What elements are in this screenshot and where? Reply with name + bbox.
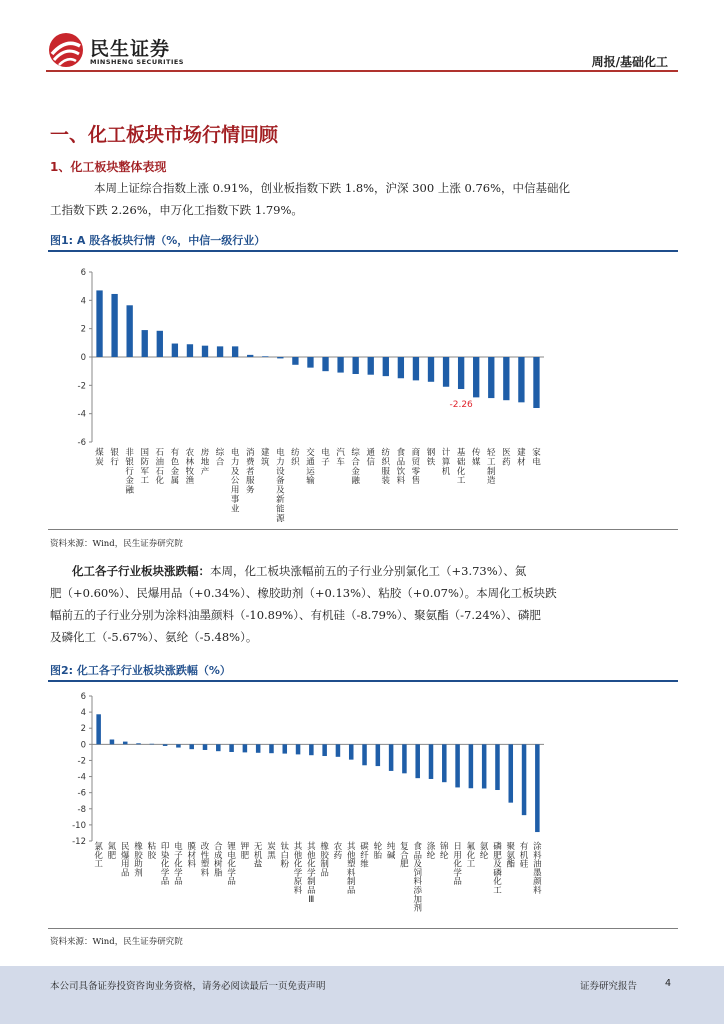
bar [136, 743, 141, 744]
category-label: 消费者服务 [245, 448, 255, 496]
figure-2-source: 资料来源：Wind，民生证券研究院 [50, 937, 183, 947]
category-label: 轻工制造 [487, 448, 496, 487]
category-label: 其他化学原料 [293, 842, 303, 896]
category-label: 纺织 [291, 448, 300, 468]
figure-2-top-rule [48, 680, 678, 682]
bar [398, 357, 404, 378]
bar [495, 744, 500, 790]
category-label: 家电 [532, 448, 541, 468]
category-label: 基础化工 [456, 448, 466, 487]
paragraph-2-line-1 [50, 560, 680, 582]
category-label: 农药 [333, 842, 343, 861]
paragraph-2-line-4: 及磷化工（-5.67%）、氨纶（-5.48%）。 [50, 630, 258, 644]
category-label: 有机硅 [519, 842, 529, 870]
data-label-highlight: -2.26 [449, 400, 473, 411]
category-label: 建筑 [261, 448, 270, 468]
category-label: 复合肥 [400, 842, 409, 870]
y-tick-label: -6 [77, 788, 86, 799]
bar [353, 357, 359, 374]
paragraph-2-line-3: 幅前五的子行业分别为涂料油墨颜料（-10.89%）、有机硅（-8.79%）、聚氨酯（-7.24%）、磷肥 [50, 608, 541, 622]
category-label: 钾肥 [240, 842, 250, 861]
bar [309, 744, 314, 755]
category-label: 涤纶 [426, 842, 436, 861]
category-label: 食品及饲料添加剂 [413, 842, 422, 914]
category-label: 交通运输 [306, 448, 315, 487]
y-tick-label: -4 [77, 772, 86, 783]
y-tick-label: -2 [77, 381, 86, 392]
bar [269, 744, 274, 753]
category-label: 聚氨酯 [506, 842, 516, 870]
bar [187, 344, 193, 357]
paragraph-1-line-1: 本周上证综合指数上涨 0.91%，创业板指数下跌 1.8%，沪深 300 上涨 0.76%，中信基础化 [94, 181, 571, 195]
category-label: 氯化工 [94, 842, 103, 870]
category-label: 农林牧渔 [185, 448, 195, 487]
category-label: 改性塑料 [200, 842, 210, 879]
bar [189, 744, 194, 749]
header-rule [46, 70, 678, 72]
paragraph-2-line-1-rest: 本周，化工板块涨幅前五的子行业分别氯化工（+3.73%）、氮 [210, 564, 527, 578]
y-tick-label: -4 [77, 409, 86, 420]
category-label: 有色金属 [170, 448, 180, 487]
figure-1-chart [48, 256, 678, 528]
y-tick-label: -8 [77, 804, 86, 815]
paragraph-1 [50, 177, 676, 221]
bar [150, 744, 155, 745]
figure-1-source: 资料来源：Wind，民生证券研究院 [50, 539, 183, 549]
y-tick-label: -6 [77, 438, 86, 448]
category-label: 碳纤维 [360, 842, 369, 870]
bar [123, 742, 128, 745]
y-tick-label: 4 [80, 296, 86, 307]
category-label: 汽车 [336, 448, 345, 468]
category-label: 纯碱 [386, 842, 396, 861]
page-footer [0, 966, 724, 1024]
category-label: 非银行金融 [125, 448, 134, 496]
category-label: 煤炭 [95, 448, 104, 468]
category-label: 钛白粉 [280, 842, 290, 870]
brand-name-cn: 民生证券 [90, 38, 171, 60]
paragraph-2-lead: 化工各子行业板块涨跌幅： [72, 564, 210, 578]
bar [229, 744, 234, 752]
bar [307, 357, 313, 368]
bar [535, 744, 540, 832]
category-label: 综合金融 [351, 448, 360, 487]
bar [110, 740, 115, 745]
bar [503, 357, 509, 400]
category-label: 电子 [321, 448, 330, 468]
bar [482, 744, 487, 788]
bar [415, 744, 420, 778]
category-label: 轮胎 [373, 842, 383, 861]
bar [232, 346, 238, 357]
bar [96, 714, 101, 744]
report-tag: 周报/基础化工 [591, 55, 668, 69]
bar [428, 357, 434, 382]
bar [202, 346, 208, 357]
bar [389, 744, 394, 771]
bar [455, 744, 460, 787]
bar [376, 744, 381, 766]
footer-disclaimer: 本公司具备证券投资咨询业务资格，请务必阅读最后一页免责声明 [50, 981, 326, 992]
bar [473, 357, 479, 397]
bar [518, 357, 524, 402]
minsheng-logo-icon [46, 30, 86, 70]
brand-logo [46, 30, 196, 70]
category-label: 民爆用品 [120, 842, 130, 879]
figure-1-title: 图1: A 股各板块行情（%，中信一级行业） [50, 234, 266, 247]
figure-2-bottom-rule [48, 928, 678, 929]
category-label: 银行 [110, 448, 119, 468]
bar [429, 744, 434, 779]
y-tick-label: 6 [80, 692, 86, 702]
footer-doc-type: 证券研究报告 [580, 981, 638, 992]
category-label: 氮肥 [107, 842, 117, 861]
category-label: 电子化学品 [174, 842, 183, 888]
bar [402, 744, 407, 773]
bar [442, 744, 447, 782]
category-label: 食品饮料 [396, 448, 406, 487]
y-tick-label: -2 [77, 756, 86, 767]
bar [111, 294, 117, 357]
category-label: 商贸零售 [411, 448, 421, 487]
bar [322, 357, 328, 371]
y-tick-label: -10 [72, 820, 86, 831]
bar [349, 744, 354, 759]
category-label: 其他化学制品 Ⅲ [307, 842, 316, 905]
category-label: 橡胶助剂 [134, 842, 143, 879]
category-label: 氨纶 [479, 842, 489, 861]
category-label: 综合 [215, 448, 225, 468]
category-label: 日用化学品 [453, 842, 462, 888]
bar [383, 357, 389, 376]
bar [336, 744, 341, 756]
bar [216, 744, 221, 751]
bar [292, 357, 298, 365]
category-label: 其他塑料制品 [346, 842, 356, 896]
category-label: 电力设备及新能源 [276, 448, 285, 524]
category-label: 房地产 [200, 448, 210, 477]
bar [458, 357, 464, 389]
bar [488, 357, 494, 398]
category-label: 锦纶 [440, 842, 449, 861]
bar [368, 357, 374, 375]
bar [243, 744, 248, 752]
bar [163, 744, 168, 746]
bar [337, 357, 343, 373]
y-tick-label: 2 [80, 324, 86, 335]
figure-2-title: 图2: 化工各子行业板块涨跌幅（%） [50, 664, 231, 677]
bar [413, 357, 419, 380]
category-label: 锂电化学品 [227, 842, 236, 888]
bar [96, 290, 102, 357]
y-tick-label: 0 [80, 740, 86, 751]
footer-page-number: 4 [665, 978, 672, 989]
bar [203, 744, 208, 750]
category-label: 合成树脂 [214, 842, 223, 879]
bar [362, 744, 367, 765]
bar [509, 744, 514, 802]
category-label: 涂料油墨颜料 [533, 842, 542, 896]
bar [283, 744, 288, 753]
bar [469, 744, 474, 788]
figure-2-chart [48, 686, 678, 928]
category-label: 磷肥及磷化工 [493, 842, 502, 896]
category-label: 传媒 [471, 448, 481, 468]
figure-1-top-rule [48, 250, 678, 252]
category-label: 钢铁 [426, 448, 436, 468]
category-label: 计算机 [441, 448, 451, 477]
category-label: 石油石化 [155, 448, 165, 487]
bar [157, 331, 163, 357]
category-label: 国防军工 [140, 448, 149, 487]
paragraph-2-line-2: 肥（+0.60%）、民爆用品（+0.34%）、橡胶助剂（+0.13%）、粘胶（+0.07%）。本周化工板块跌 [50, 586, 557, 600]
category-label: 橡胶制品 [320, 842, 329, 879]
y-tick-label: 2 [80, 724, 86, 735]
bar [176, 744, 181, 747]
bar [142, 330, 148, 357]
bar [522, 744, 527, 815]
figure-1-bottom-rule [48, 529, 678, 530]
bar [262, 356, 268, 357]
category-label: 医药 [502, 448, 511, 468]
bar [443, 357, 449, 387]
section-title: 一、化工板块市场行情回顾 [50, 124, 279, 146]
subsection-title: 1、化工板块整体表现 [50, 160, 167, 174]
bar [172, 344, 178, 357]
bar [533, 357, 539, 408]
y-tick-label: 0 [80, 353, 86, 363]
paragraph-1-line-2: 工指数下跌 2.26%，申万化工指数下跌 1.79%。 [50, 203, 303, 217]
bar [277, 357, 283, 358]
category-label: 氟化工 [466, 842, 476, 870]
bar [127, 305, 133, 357]
bar [217, 346, 223, 357]
bar [322, 744, 327, 756]
category-label: 纺织服装 [381, 448, 391, 487]
category-label: 建材 [517, 448, 526, 468]
bar [256, 744, 261, 752]
category-label: 无机盐 [253, 842, 263, 870]
y-tick-label: 4 [80, 708, 86, 719]
category-label: 粘胶 [147, 842, 157, 861]
category-label: 印染化学品 [160, 842, 170, 888]
y-tick-label: 6 [80, 268, 86, 278]
y-tick-label: -12 [72, 837, 86, 847]
brand-name-en: MINSHENG SECURITIES [90, 58, 184, 66]
paragraph-2 [50, 560, 680, 648]
bar [247, 355, 253, 357]
category-label: 膜材料 [187, 842, 196, 870]
category-label: 炭黑 [267, 842, 276, 861]
category-label: 通信 [366, 448, 375, 468]
bar [296, 744, 301, 754]
category-label: 电力及公用事业 [230, 448, 240, 515]
